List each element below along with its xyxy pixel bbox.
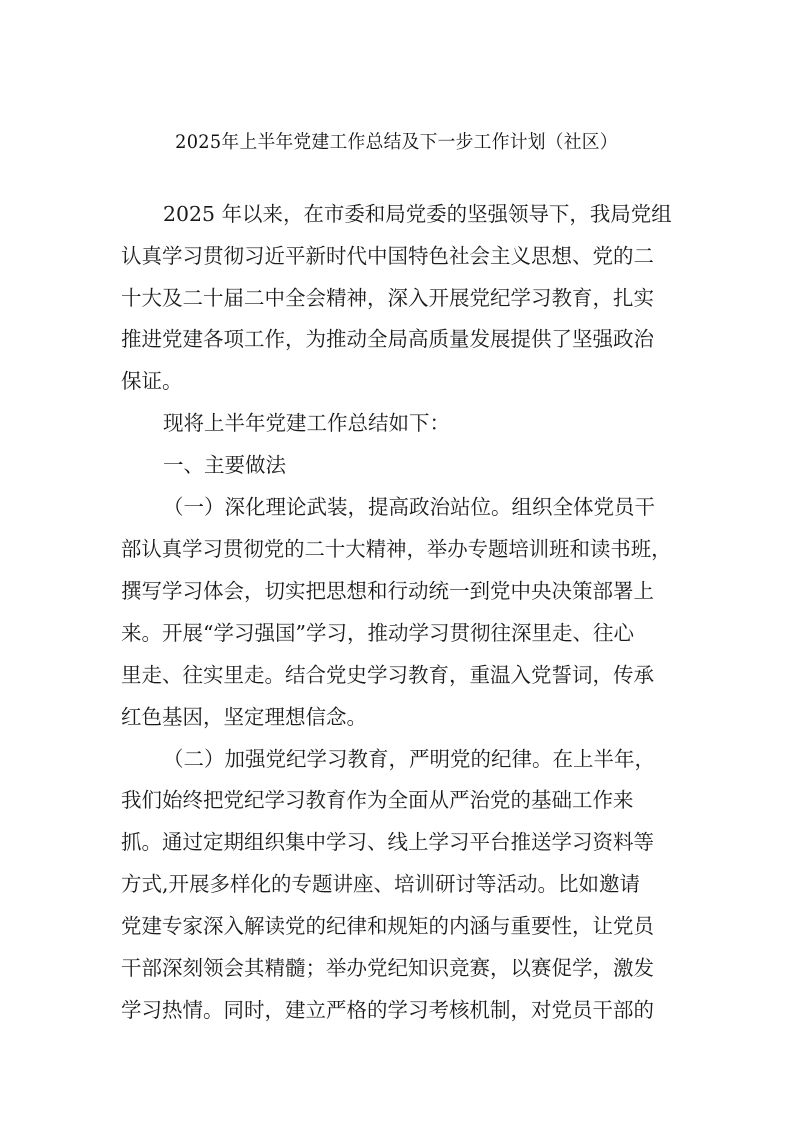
paragraph-line: 部认真学习贯彻党的二十大精神，举办专题培训班和读书班， (121, 537, 672, 561)
paragraph-line: 抓。通过定期组织集中学习、线上学习平台推送学习资料等 (121, 830, 654, 854)
paragraph-line: 里走、往实里走。结合党史学习教育，重温入党誓词，传承 (121, 663, 654, 687)
paragraph-line: 推进党建各项工作，为推动全局高质量发展提供了坚强政治 (121, 327, 654, 351)
document-title: 2025年上半年党建工作总结及下一步工作计划（社区） (175, 132, 618, 153)
paragraph-line: 撰写学习体会，切实把思想和行动统一到党中央决策部署上 (121, 579, 654, 603)
paragraph-line: 我们始终把党纪学习教育作为全面从严治党的基础工作来 (121, 788, 634, 812)
paragraph-line: 认真学习贯彻习近平新时代中国特色社会主义思想、党的二 (121, 244, 654, 268)
paragraph-line: 红色基因，坚定理想信念。 (121, 705, 367, 729)
paragraph-line: 现将上半年党建工作总结如下： (163, 411, 450, 435)
paragraph-line: 十大及二十届二中全会精神，深入开展党纪学习教育，扎实 (121, 286, 654, 310)
paragraph-line: 干部深刻领会其精髓；举办党纪知识竞赛，以赛促学，激发 (121, 956, 654, 980)
paragraph-line: 学习热情。同时，建立严格的学习考核机制，对党员干部的 (121, 998, 654, 1022)
paragraph-line: 方式,开展多样化的专题讲座、培训研讨等活动。比如邀请 (121, 872, 641, 896)
paragraph-line: 来。开展“学习强国”学习，推动学习贯彻往深里走、往心 (121, 621, 634, 645)
paragraph-line: 保证。 (121, 369, 183, 393)
section-heading: 一、主要做法 (163, 453, 286, 477)
paragraph-line: （二）加强党纪学习教育，严明党的纪律。在上半年， (163, 747, 655, 771)
paragraph-line: （一）深化理论武装，提高政治站位。组织全体党员干 (163, 495, 655, 519)
paragraph-line: 2025 年以来，在市委和局党委的坚强领导下，我局党组 (163, 202, 672, 226)
paragraph-line: 党建专家深入解读党的纪律和规矩的内涵与重要性，让党员 (121, 914, 654, 938)
